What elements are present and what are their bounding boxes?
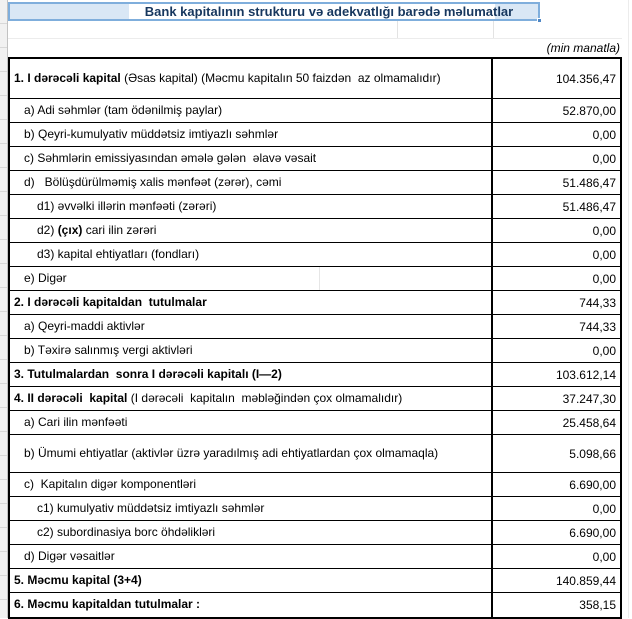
row-label-cell[interactable] [10, 569, 491, 592]
row-label-cell[interactable] [10, 123, 491, 146]
table-row [10, 171, 620, 195]
table-row [10, 219, 620, 243]
page-title: Bank kapitalının strukturu və adekvatlığı barədə məlumatlar [144, 4, 514, 19]
row-label-segment: c) Səhmlərin emissiyasından əmələ gələn əlavə vəsait [24, 150, 317, 165]
row-label-segment: c1) kumulyativ müddətsiz imtiyazlı səhmlər [37, 500, 265, 515]
row-label-cell[interactable] [10, 291, 491, 314]
column-gridline [319, 267, 320, 290]
capital-table [8, 57, 622, 619]
row-value-cell[interactable]: 0,00 [491, 219, 620, 242]
row-label-segment: c) Kapitalın digər komponentləri [24, 476, 197, 491]
row-label-bold-segment: 5. Məcmu kapital (3+4) [14, 572, 142, 587]
row-value-cell[interactable]: 51.486,47 [491, 171, 620, 194]
row-label-cell[interactable] [10, 195, 491, 218]
row-value-cell[interactable]: 0,00 [491, 243, 620, 266]
title-cell-selected[interactable] [8, 2, 540, 21]
table-row [10, 363, 620, 387]
table-row [10, 291, 620, 315]
row-label-cell[interactable] [10, 147, 491, 170]
table-row [10, 267, 620, 291]
row-label-segment: d) Digər vəsaitlər [24, 548, 115, 563]
row-value-cell[interactable]: 358,15 [491, 593, 620, 617]
row-value-cell[interactable]: 5.098,66 [491, 435, 620, 472]
table-row [10, 339, 620, 363]
row-value-cell[interactable]: 0,00 [491, 545, 620, 568]
row-value-cell[interactable]: 0,00 [491, 497, 620, 520]
row-value-cell[interactable]: 744,33 [491, 315, 620, 338]
row-value-cell[interactable]: 25.458,64 [491, 411, 620, 434]
row-label-cell[interactable] [10, 521, 491, 544]
column-gridline [397, 21, 398, 38]
row-label-cell[interactable] [10, 545, 491, 568]
spreadsheet-row-header-strip [0, 0, 8, 618]
row-value-cell[interactable]: 744,33 [491, 291, 620, 314]
row-label-cell[interactable] [10, 363, 491, 386]
row-label-cell[interactable] [10, 435, 491, 472]
row-value-cell[interactable]: 0,00 [491, 267, 620, 290]
row-label-segment: d) Bölüşdürülməmiş xalis mənfəət (zərər), cəmi [24, 174, 282, 189]
unit-note-cell[interactable] [8, 39, 622, 57]
row-value-cell[interactable]: 51.486,47 [491, 195, 620, 218]
table-row [10, 195, 620, 219]
table-row [10, 569, 620, 593]
row-label-segment: (Əsas kapital) (Məcmu kapitalın 50 faizdən az olmamalıdır) [120, 70, 441, 85]
row-label-bold-segment: 2. I dərəcəli kapitaldan tutulmalar [14, 294, 207, 309]
row-label-cell[interactable] [10, 219, 491, 242]
title-row [8, 2, 540, 21]
row-value-cell[interactable]: 0,00 [491, 123, 620, 146]
empty-row[interactable] [8, 21, 622, 39]
row-label-cell[interactable] [10, 243, 491, 266]
table-row [10, 243, 620, 267]
row-label-segment: (I dərəcəli kapitalın məbləğindən çox olmamalıdır) [127, 390, 403, 405]
unit-note: (min manatla) [546, 41, 620, 55]
row-value-cell[interactable]: 103.612,14 [491, 363, 620, 386]
column-gridline [493, 21, 494, 38]
table-row [10, 123, 620, 147]
row-label-cell[interactable] [10, 411, 491, 434]
row-label-segment: d3) kapital ehtiyatları (fondları) [37, 246, 200, 261]
row-value-cell[interactable]: 6.690,00 [491, 521, 620, 544]
table-row [10, 59, 620, 99]
row-label-bold-segment: 4. II dərəcəli kapital [14, 390, 128, 405]
row-label-segment: b) Təxirə salınmış vergi aktivləri [24, 342, 193, 357]
table-row [10, 387, 620, 411]
row-label-cell[interactable] [10, 99, 491, 122]
row-label-cell[interactable] [10, 593, 491, 617]
row-value-cell[interactable]: 52.870,00 [491, 99, 620, 122]
table-row [10, 497, 620, 521]
row-label-cell[interactable] [10, 315, 491, 338]
row-label-segment: e) Digər [24, 270, 67, 285]
row-label-segment: d1) əvvəlki illərin mənfəəti (zərəri) [37, 198, 217, 213]
row-label-cell[interactable] [10, 473, 491, 496]
table-row [10, 99, 620, 123]
table-row [10, 315, 620, 339]
row-label-cell[interactable] [10, 387, 491, 410]
row-label-segment: a) Qeyri-maddi aktivlər [24, 318, 145, 333]
row-value-cell[interactable]: 140.859,44 [491, 569, 620, 592]
row-value-cell[interactable]: 6.690,00 [491, 473, 620, 496]
row-label-cell[interactable] [10, 59, 491, 98]
row-label-segment: a) Cari ilin mənfəəti [24, 414, 128, 429]
table-row [10, 545, 620, 569]
row-value-cell[interactable]: 0,00 [491, 339, 620, 362]
row-label-bold-segment: (çıx) [57, 222, 83, 237]
row-label-bold-segment: 3. Tutulmalardan sonra I dərəcəli kapitalı (I—2) [14, 366, 282, 381]
row-label-cell[interactable] [10, 171, 491, 194]
row-label-cell[interactable] [10, 267, 491, 290]
spreadsheet-area [8, 0, 632, 619]
row-label-bold-segment: 6. Məcmu kapitaldan tutulmalar : [14, 597, 201, 612]
row-value-cell[interactable]: 37.247,30 [491, 387, 620, 410]
row-label-cell[interactable] [10, 497, 491, 520]
row-label-segment: a) Adi səhmlər (tam ödənilmiş paylar) [24, 102, 223, 117]
table-row [10, 147, 620, 171]
row-label-segment: b) Ümumi ehtiyatlar (aktivlər üzrə yaradılmış adi ehtiyatlardan çox olmamaqla) [24, 445, 439, 460]
row-label-segment: b) Qeyri-kumulyativ müddətsiz imtiyazlı səhmlər [24, 126, 279, 141]
row-label-bold-segment: 1. I dərəcəli kapital [14, 70, 121, 85]
table-row [10, 473, 620, 497]
table-row [10, 593, 620, 617]
row-label-segment: cari ilin zərəri [82, 222, 157, 237]
row-value-cell[interactable]: 0,00 [491, 147, 620, 170]
table-row [10, 521, 620, 545]
table-row [10, 435, 620, 473]
row-label-segment: d2) [37, 222, 58, 237]
table-row [10, 411, 620, 435]
row-label-segment: c2) subordinasiya borc öhdəlikləri [37, 524, 216, 539]
row-label-cell[interactable] [10, 339, 491, 362]
row-value-cell[interactable]: 104.356,47 [491, 59, 620, 98]
